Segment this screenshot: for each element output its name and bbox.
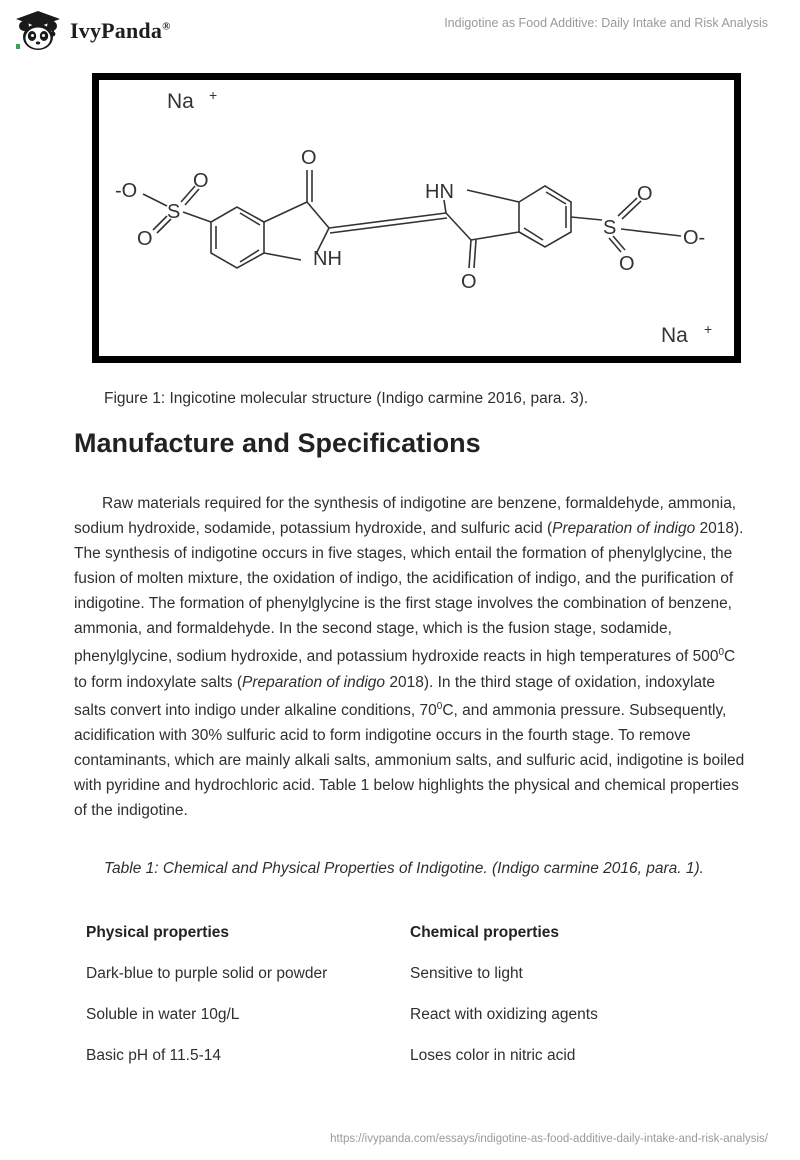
atom-o-left-top: O [193, 170, 209, 192]
table-cell: React with oxidizing agents [410, 1005, 598, 1023]
table-row [74, 1035, 734, 1076]
atom-o-minus-left: -O [115, 180, 138, 202]
table-header-row [74, 912, 734, 953]
body-paragraph: Raw materials required for the synthesis of indigotine are benzene, formaldehyde, ammonia, sodium hydroxide, sodamide, potassium hydroxide, and sulfuric acid (Preparation of indigo 2018). The synthesis of indigotine occurs in five stages, which entail the formation of phenylglycine, the fusion of molten mixture, the oxidation of indigo, the acidification of indigo, and the purification of indigotine. The formation of phenylglycine is the first stage involves the combination of benzene, ammonia, and formaldehyde. In the second stage, which is the fusion stage, sodamide, phenylglycine, sodium hydroxide, and potassium hydroxide reacts in high temperatures of $500^0C$ to form indoxylate salts (Preparation of indigo 2018). In the third stage of oxidation, indoxylate salts convert into indigo under alkaline conditions, $70^0C$, and ammonia pressure. Subsequently, acidification with 30% sulfuric acid to form indigotine occurs in the fourth stage. To remove contaminants, which are mainly alkali salts, ammonium salts, and sulfuric acid, indigotine is boiled with pyridine and hydrochloric acid. Table 1 below highlights the physical and chemical properties of the indigotine. [74, 495, 745, 820]
table-cell: Basic pH of 11.5-14 [86, 1046, 221, 1064]
section-heading: Manufacture and Specifications [74, 428, 481, 458]
figure-caption: Figure 1: Ingicotine molecular structure (Indigo carmine 2016, para. 3). [104, 390, 589, 407]
atom-o-right-top: O [637, 183, 653, 205]
panda-icon [14, 10, 62, 52]
page-header [0, 0, 800, 66]
atom-o-left-bottom: O [137, 228, 153, 250]
table-cell: Soluble in water 10g/L [86, 1005, 240, 1023]
sodium-charge-top: + [209, 87, 218, 103]
sodium-label-top: Na [167, 90, 194, 113]
table-caption: Table 1: Chemical and Physical Properties of Indigotine. (Indigo carmine 2016, para. 1). [104, 860, 704, 877]
column-header: Chemical properties [410, 923, 560, 941]
table-cell: Sensitive to light [410, 964, 523, 982]
atom-o-carbonyl-top: O [301, 147, 317, 169]
indigotine-structure-diagram [99, 80, 734, 356]
table-cell: Dark-blue to purple solid or powder [86, 964, 328, 982]
atom-o-minus-right: O- [683, 227, 706, 249]
atom-hn-right: HN [425, 181, 454, 203]
atom-nh-left: NH [313, 248, 342, 270]
molecular-structure-figure [92, 73, 741, 363]
table-row [74, 994, 734, 1035]
table-cell: Loses color in nitric acid [410, 1046, 576, 1064]
ivypanda-logo[interactable] [14, 10, 171, 52]
logo-wordmark: IvyPanda® [70, 18, 171, 43]
atom-s-left: S [167, 201, 181, 223]
properties-table [74, 912, 734, 1076]
sodium-label-bottom: Na [661, 324, 688, 347]
table-row [74, 953, 734, 994]
column-header: Physical properties [86, 923, 230, 941]
atom-s-right: S [603, 217, 617, 239]
atom-o-right-bottom: O [619, 253, 635, 275]
sodium-charge-bottom: + [704, 321, 713, 337]
source-url-link[interactable]: https://ivypanda.com/essays/indigotine-as-food-additive-daily-intake-and-risk-analysis/ [330, 1133, 768, 1145]
atom-o-carbonyl-bottom: O [461, 271, 477, 293]
document-title: Indigotine as Food Additive: Daily Intake and Risk Analysis [444, 16, 768, 30]
